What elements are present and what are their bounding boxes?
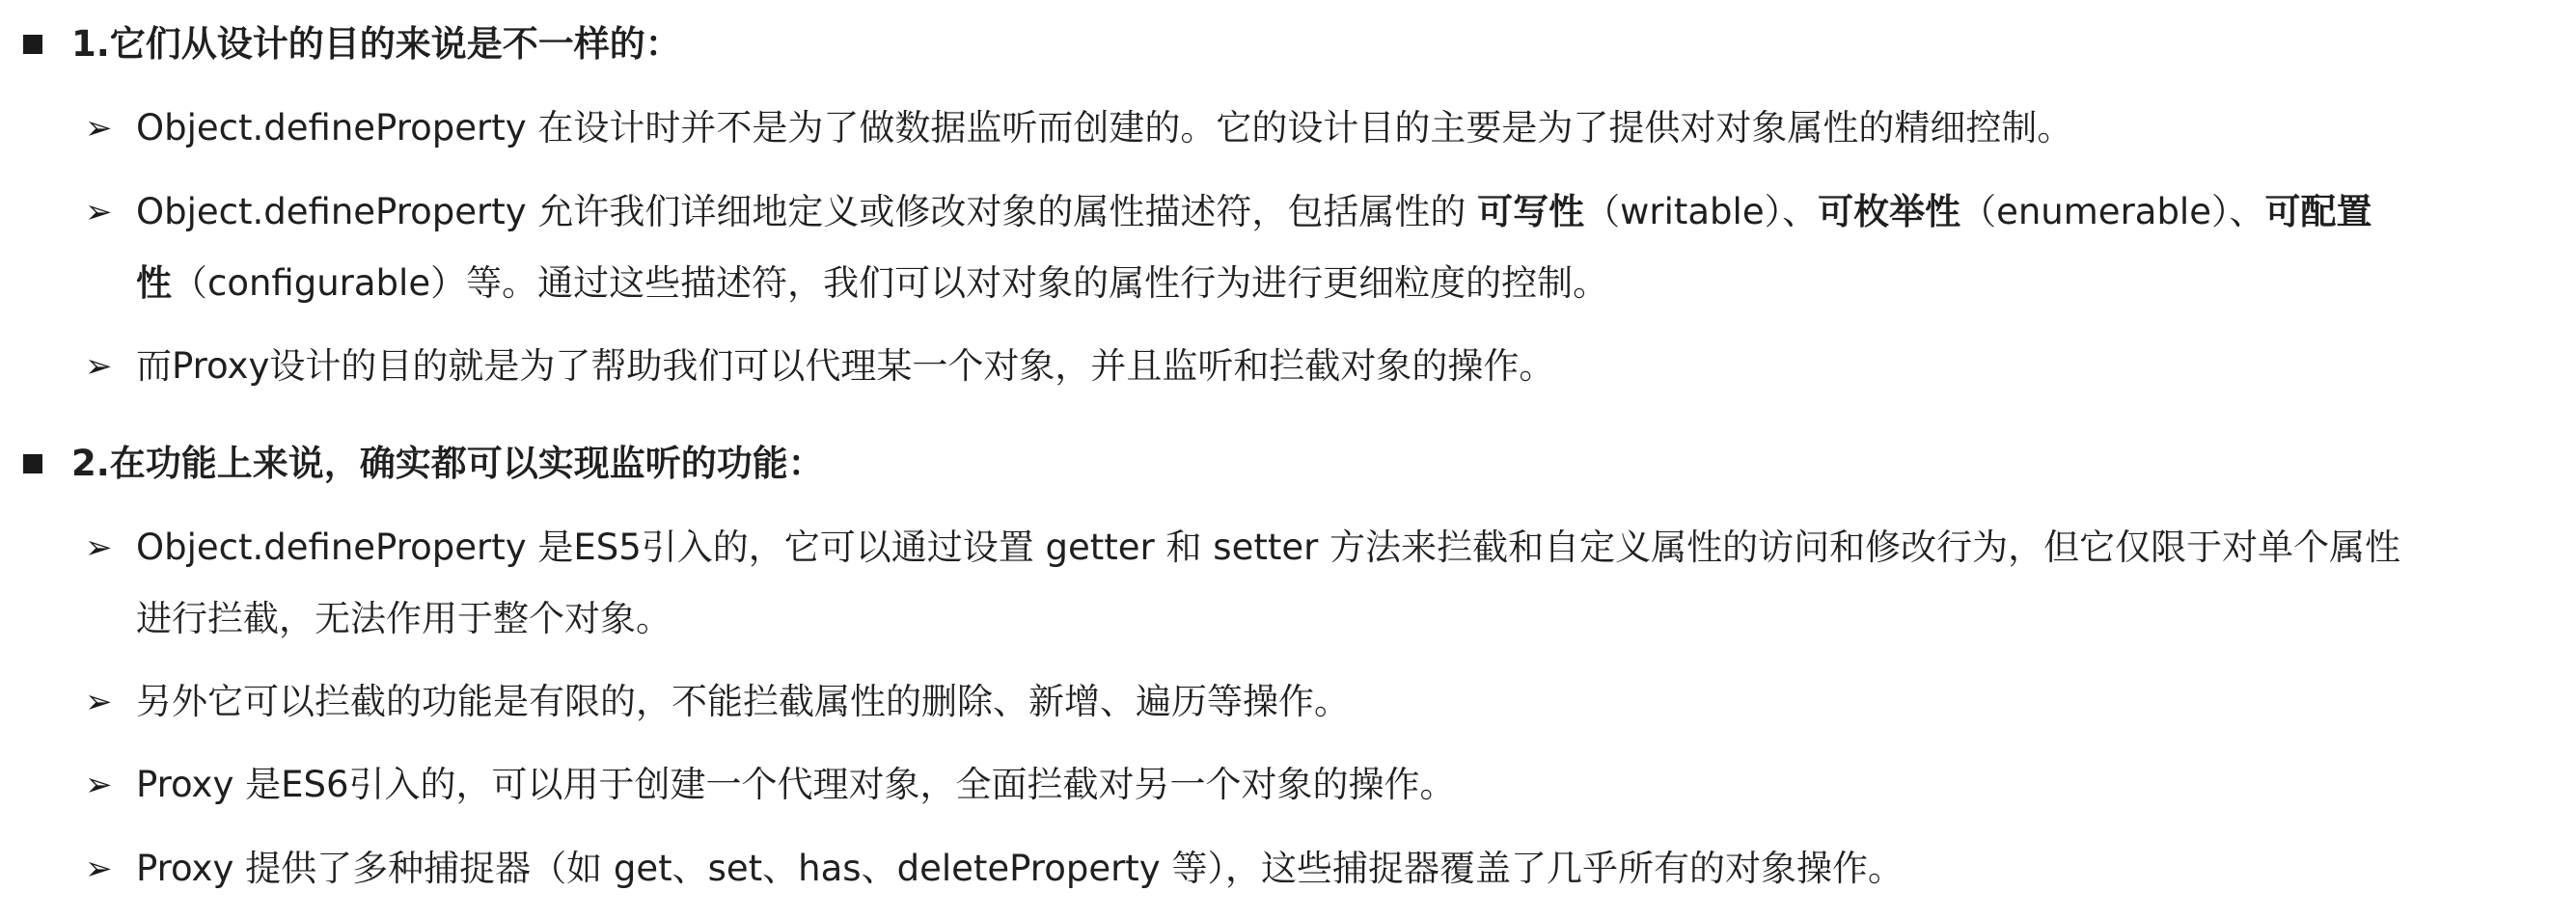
square-bullet-icon [23, 35, 42, 54]
square-bullet-icon [23, 454, 42, 473]
bold-term-configurable: 可配置 [2264, 191, 2372, 232]
section-heading-text: 2.在功能上来说，确实都可以实现监听的功能： [71, 443, 824, 484]
list-item-text: 而Proxy设计的目的就是为了帮助我们可以代理某一个对象，并且监听和拦截对象的操作。 [136, 345, 1555, 387]
arrow-bullet-icon: ➢ [85, 766, 113, 804]
section-heading-2 [19, 441, 824, 487]
bold-term-enumerable: 可枚举性 [1818, 191, 1961, 232]
list-item [85, 331, 2555, 402]
list-item-line: Object.defineProperty 是ES5引入的，它可以通过设置 getter 和 setter 方法来拦截和自定义属性的访问和修改行为，但它仅限于对单个属性 [136, 527, 2401, 568]
list-item-text: Proxy 是ES6引入的，可以用于创建一个代理对象，全面拦截对另一个对象的操作。 [136, 764, 1456, 805]
list-item-text [136, 512, 2555, 655]
arrow-bullet-icon: ➢ [85, 347, 113, 386]
list-item-line: 进行拦截，无法作用于整个对象。 [136, 598, 671, 639]
section-heading-1 [19, 21, 681, 68]
arrow-bullet-icon: ➢ [85, 193, 113, 231]
arrow-bullet-icon: ➢ [85, 850, 113, 888]
list-item-text: Proxy 提供了多种捕捉器（如 get、set、has、deleteProperty 等），这些捕捉器覆盖了几乎所有的对象操作。 [136, 848, 1904, 889]
section-heading-text: 1.它们从设计的目的来说是不一样的： [71, 23, 681, 65]
list-item [85, 512, 2555, 655]
list-item-line [136, 176, 2555, 248]
text-segment: Object.defineProperty 允许我们详细地定义或修改对象的属性描述符，包括属性的 [136, 191, 1478, 232]
list-item [85, 176, 2555, 319]
list-item [85, 666, 2555, 738]
list-item-text [136, 176, 2555, 319]
list-item [85, 93, 2555, 164]
bold-term-configurable-end: 性 [136, 262, 172, 304]
list-item-text: 另外它可以拦截的功能是有限的，不能拦截属性的删除、新增、遍历等操作。 [136, 681, 1350, 722]
arrow-bullet-icon: ➢ [85, 109, 113, 148]
list-item [85, 749, 2555, 821]
list-item-line [136, 248, 2555, 319]
list-item-text: Object.defineProperty 在设计时并不是为了做数据监听而创建的。它的设计目的主要是为了提供对对象属性的精细控制。 [136, 107, 2073, 149]
text-segment: （configurable）等。通过这些描述符，我们可以对对象的属性行为进行更细粒度的控制。 [172, 262, 1609, 304]
arrow-bullet-icon: ➢ [85, 528, 113, 567]
text-segment: （writable）、 [1584, 191, 1819, 232]
text-segment: （enumerable）、 [1960, 191, 2265, 232]
bold-term-writable: 可写性 [1477, 191, 1585, 232]
list-item [85, 833, 2555, 905]
arrow-bullet-icon: ➢ [85, 683, 113, 721]
